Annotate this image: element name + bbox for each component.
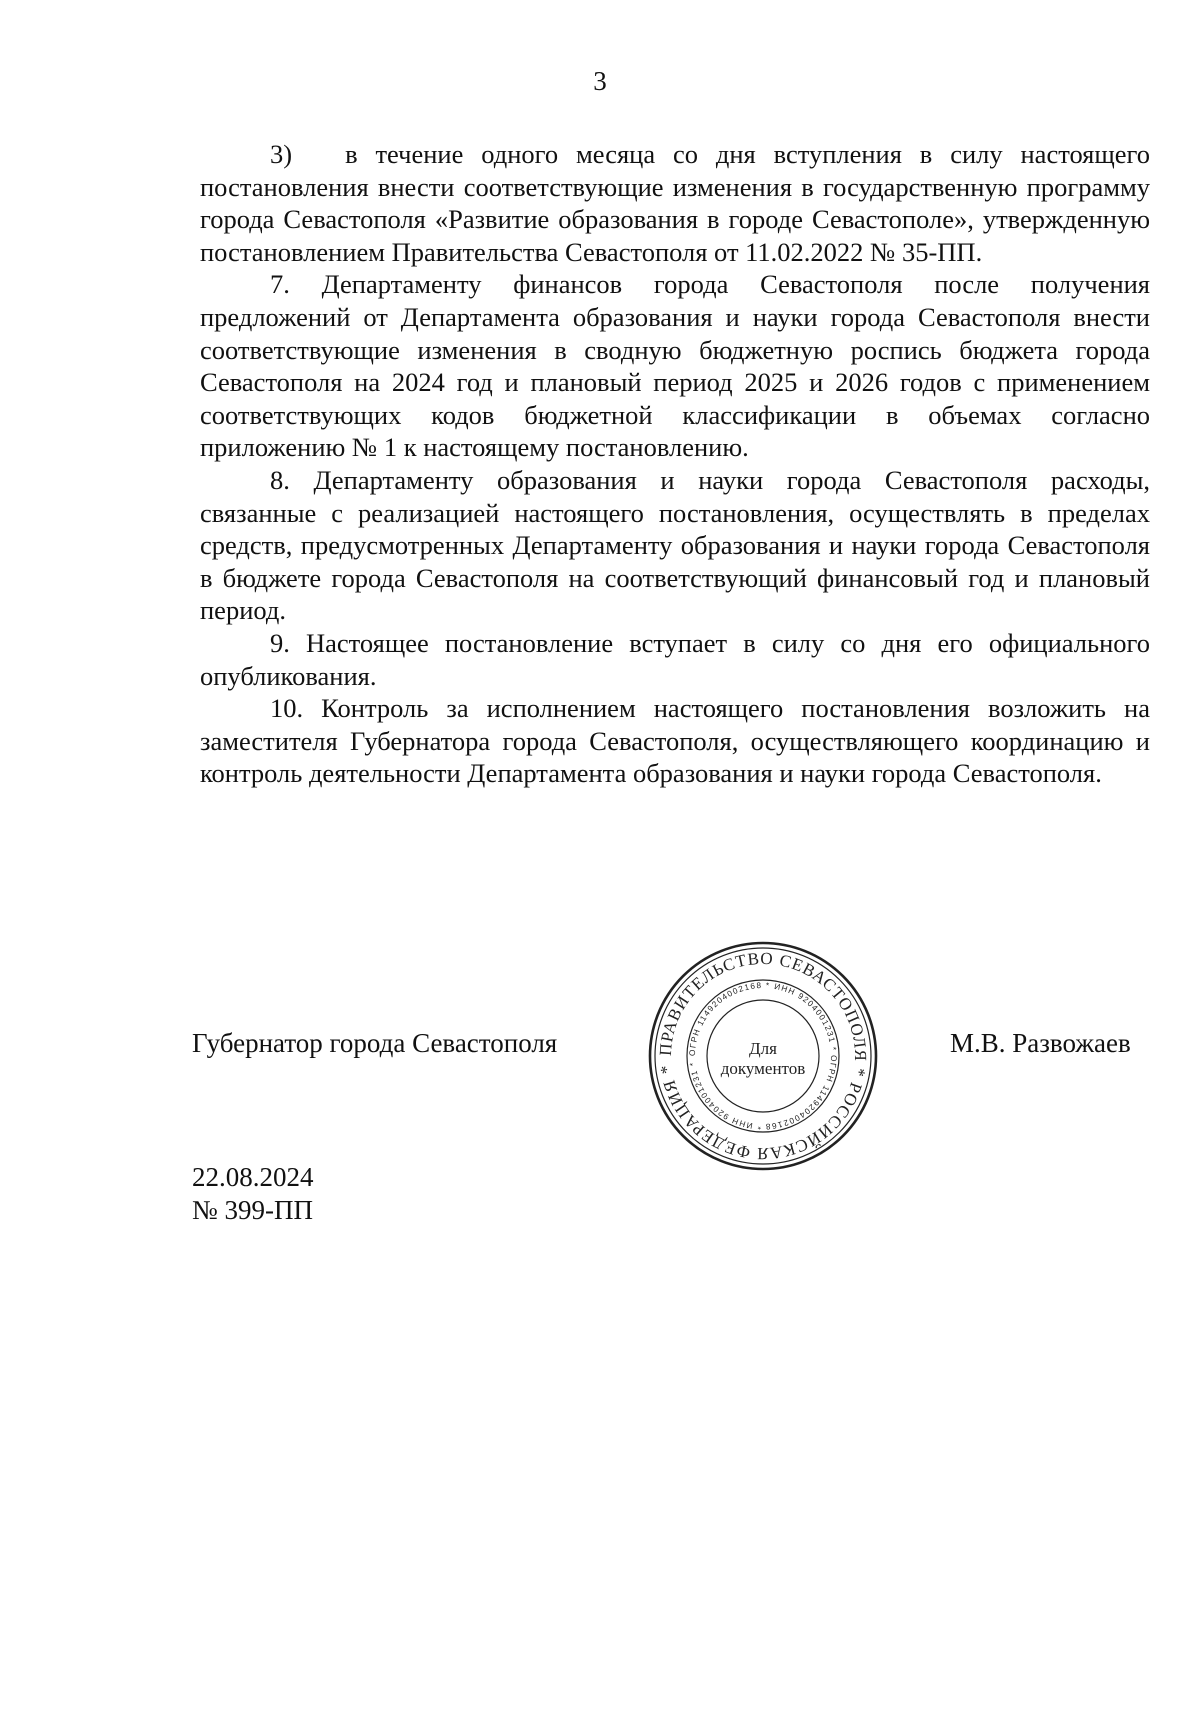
paragraph-subitem-3: 3) в течение одного месяца со дня вступления в силу настоящего постановления внести соответствующие изменения в государственную программу города Севастополя «Развитие образования в городе Севастополе», утвержденную постановлением Правительства Севастополя от 11.02.2022 № 35-ПП. xyxy=(200,139,1150,267)
paragraph-item-9: 9. Настоящее постановление вступает в силу со дня его официального опубликования. xyxy=(200,627,1150,691)
paragraph-item-8: 8. Департаменту образования и науки города Севастополя расходы, связанные с реализацией настоящего постановления, осуществлять в пределах средств, предусмотренных Департаменту образования и науки города Севастополя в бюджете города Севастополя на соответствующий финансовый год и плановый период. xyxy=(200,464,1150,626)
official-seal xyxy=(647,940,879,1172)
document-meta xyxy=(192,1161,314,1227)
seal-outer-text: ПРАВИТЕЛЬСТВО СЕВАСТОПОЛЯ * РОССИЙСКАЯ ФЕДЕРАЦИЯ * xyxy=(655,948,871,1164)
document-body xyxy=(200,138,1150,790)
document-number: № 399-ПП xyxy=(192,1195,313,1225)
paragraph-item-7: 7. Департаменту финансов города Севастополя после получения предложений от Департамента образования и науки города Севастополя внести соответствующие изменения в сводную бюджетную роспись бюджета города Севастополя на 2024 год и плановый период 2025 и 2026 годов с применением соответствующих кодов бюджетной классификации в объемах согласно приложению № 1 к настоящему постановлению. xyxy=(200,269,1150,463)
signatory-position: Губернатор города Севастополя xyxy=(192,1028,558,1058)
paragraph-item-10: 10. Контроль за исполнением настоящего постановления возложить на заместителя Губернатора города Севастополя, осуществляющего координацию и контроль деятельности Департамента образования и науки города Севастополя. xyxy=(200,693,1150,789)
seal-inner-text: ОГРН 1149204002168 * ИНН 9204001231 * ОГРН 1149204002168 * ИНН 9204001231 * xyxy=(687,980,839,1132)
seal-center-line-2: документов xyxy=(720,1059,806,1078)
page-number: 3 xyxy=(593,66,607,96)
signatory-name: М.В. Развожаев xyxy=(950,1028,1131,1058)
seal-center-line-1: Для xyxy=(749,1039,777,1058)
document-date: 22.08.2024 xyxy=(192,1162,314,1192)
